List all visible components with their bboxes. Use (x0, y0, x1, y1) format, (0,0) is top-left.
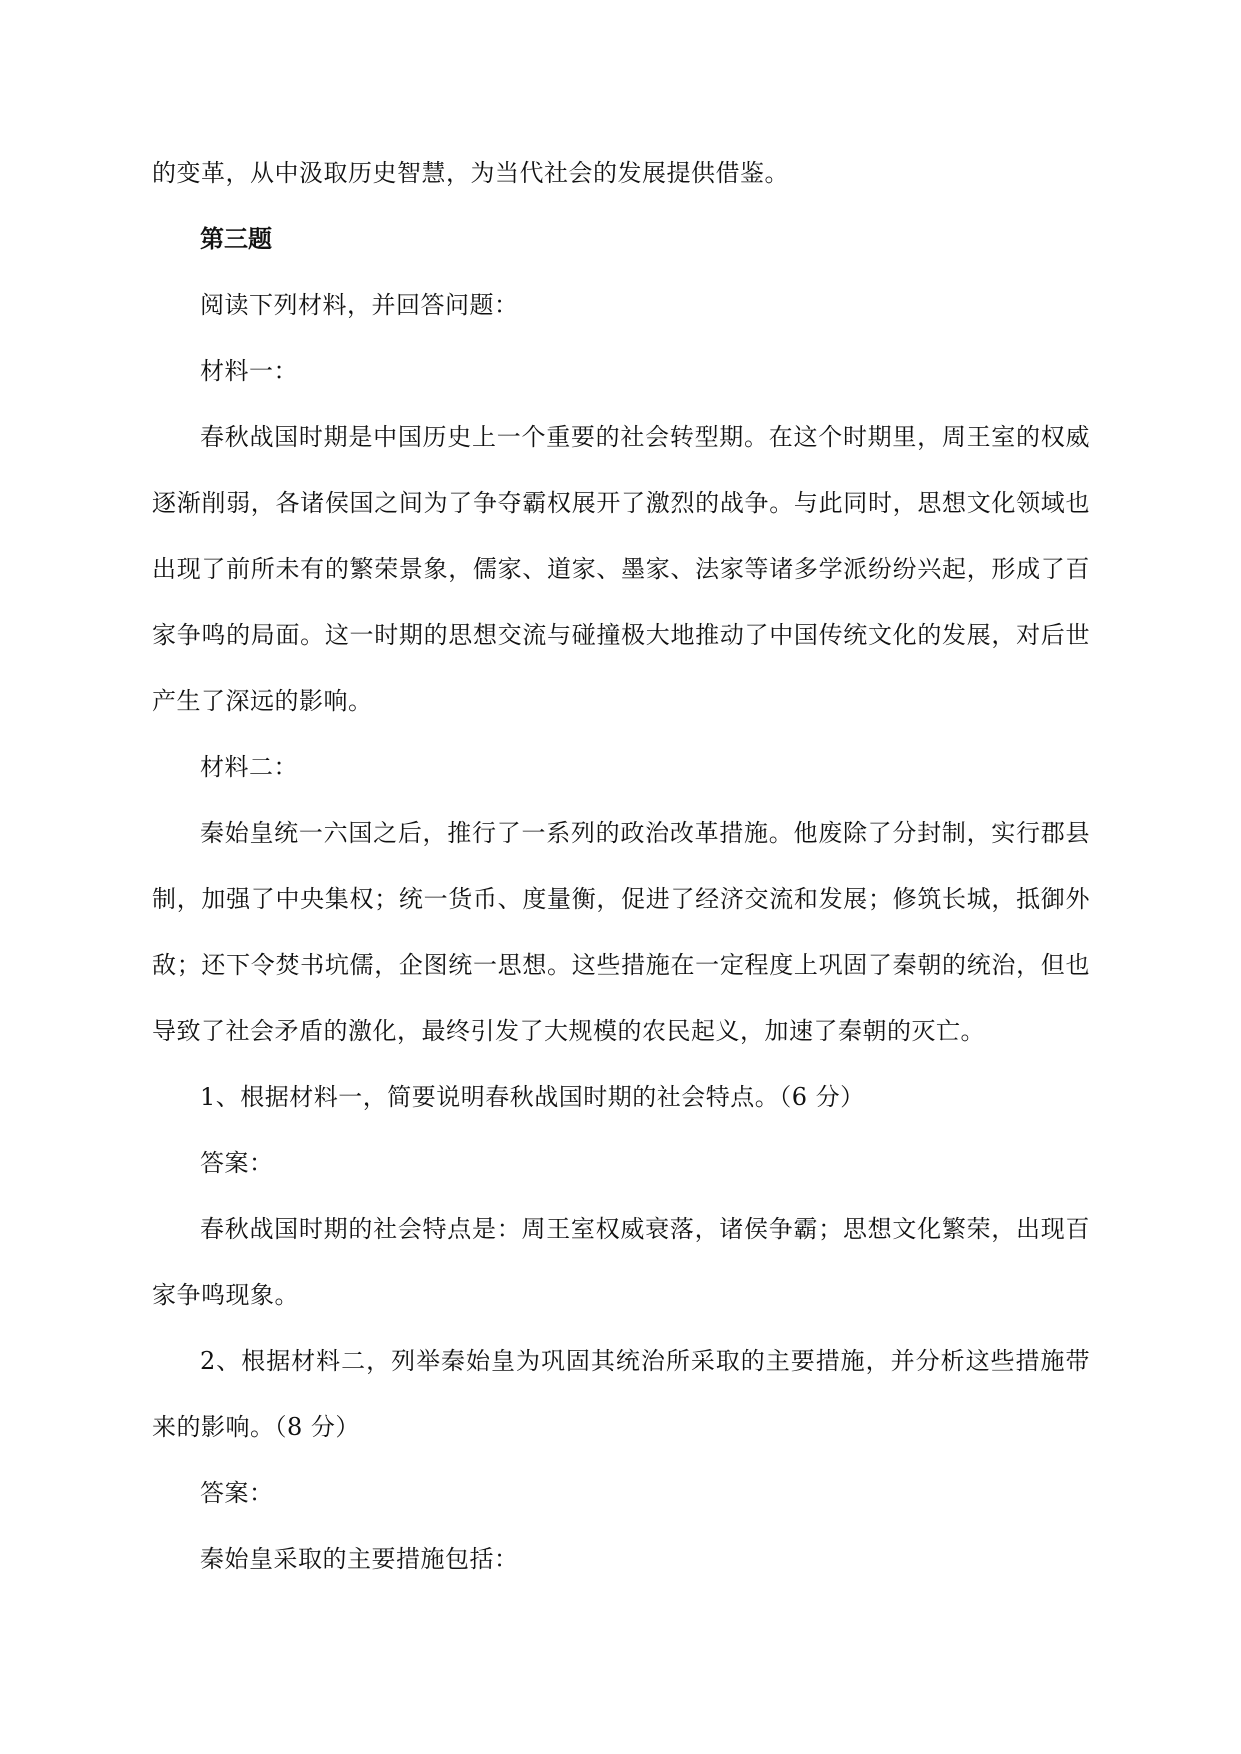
answer1-paragraph: 春秋战国时期的社会特点是：周王室权威衰落，诸侯争霸；思想文化繁荣，出现百家争鸣现象。 (152, 1215, 1090, 1309)
section-title: 第三题 (200, 224, 272, 253)
answer1-label: 答案： (200, 1149, 274, 1177)
answer2-label: 答案： (200, 1479, 274, 1507)
material1-paragraph: 春秋战国时期是中国历史上一个重要的社会转型期。在这个时期里，周王室的权威逐渐削弱，各诸侯国之间为了争夺霸权展开了激烈的战争。与此同时，思想文化领域也出现了前所未有的繁荣景象，儒家、道家、墨家、法家等诸多学派纷纷兴起，形成了百家争鸣的局面。这一时期的思想交流与碰撞极大地推动了中国传统文化的发展，对后世产生了深远的影响。 (152, 423, 1090, 715)
material2-label: 材料二： (200, 753, 298, 781)
material2-paragraph: 秦始皇统一六国之后，推行了一系列的政治改革措施。他废除了分封制，实行郡县制，加强了中央集权；统一货币、度量衡，促进了经济交流和发展；修筑长城，抵御外敌；还下令焚书坑儒，企图统一思想。这些措施在一定程度上巩固了秦朝的统治，但也导致了社会矛盾的激化，最终引发了大规模的农民起义，加速了秦朝的灭亡。 (152, 819, 1090, 1045)
answer2-paragraph: 秦始皇采取的主要措施包括： (200, 1545, 519, 1573)
question1-text: 1、根据材料一，简要说明春秋战国时期的社会特点。（6 分） (200, 1083, 865, 1111)
question2-text: 2、根据材料二，列举秦始皇为巩固其统治所采取的主要措施，并分析这些措施带来的影响。（8 分） (152, 1347, 1090, 1441)
instruction-text: 阅读下列材料，并回答问题： (200, 291, 519, 319)
continuation-paragraph: 的变革，从中汲取历史智慧，为当代社会的发展提供借鉴。 (152, 159, 789, 187)
material1-label: 材料一： (200, 357, 298, 385)
